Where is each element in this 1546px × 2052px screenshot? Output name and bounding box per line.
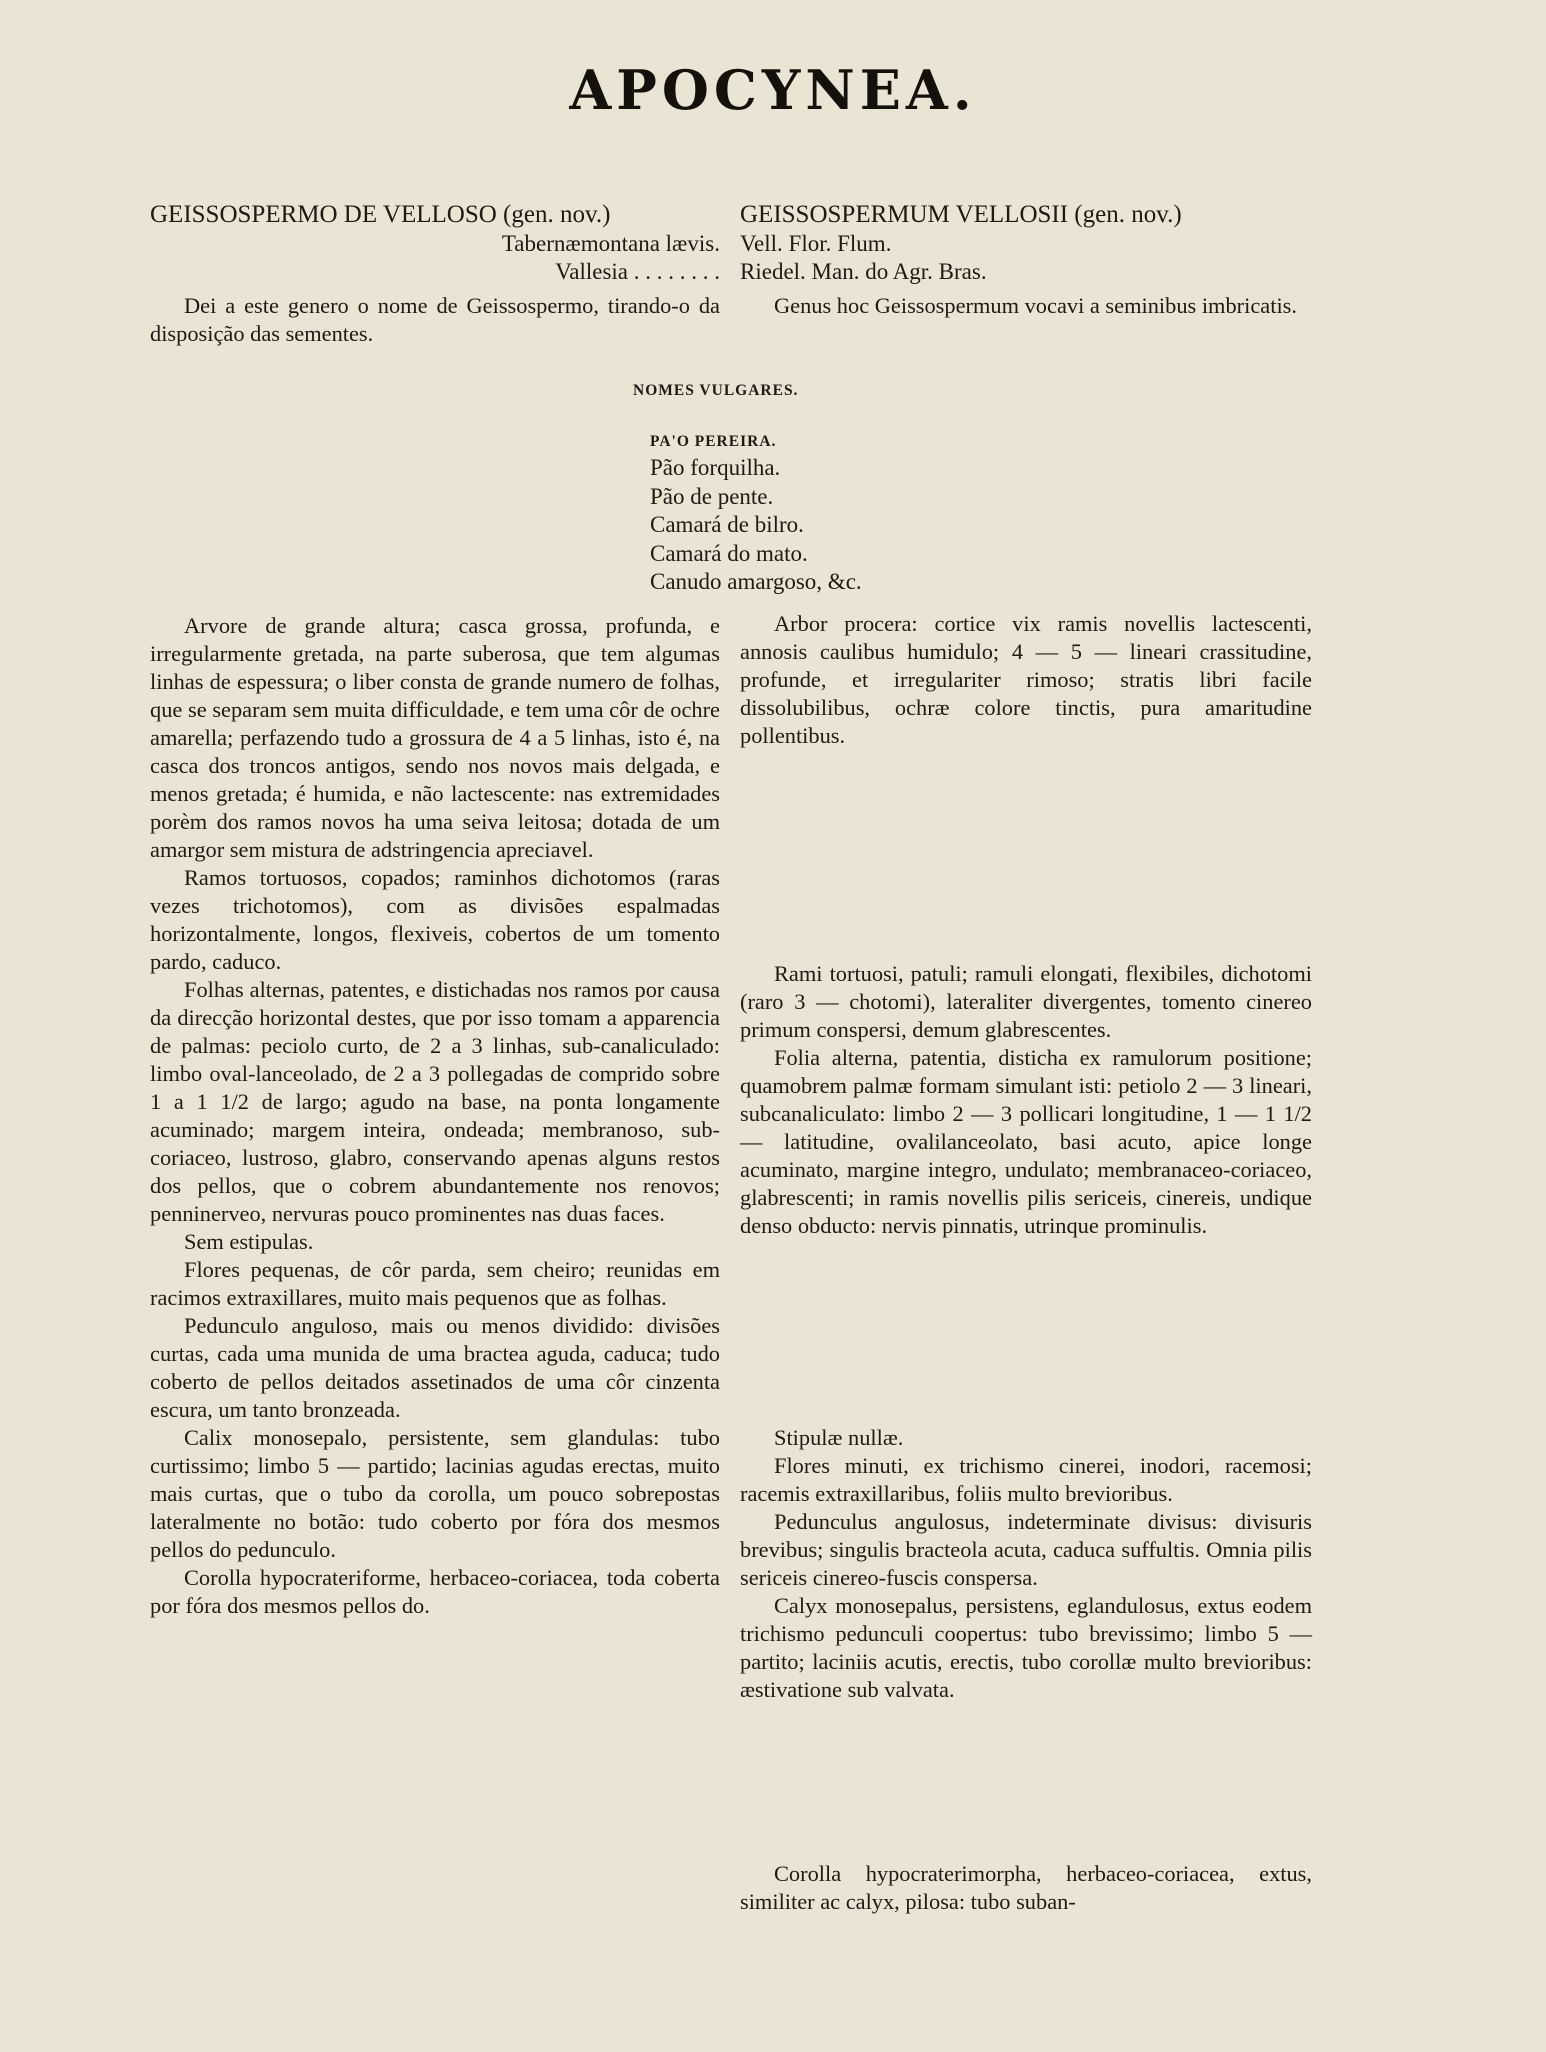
description-branches: Ramos tortuosos, copados; raminhos dichotomos (raras vezes trichotomos), com as divisões espalmadas horizontalmente, longos, flexiveis, cobertos de um tomento pardo, caduco.: [150, 865, 720, 974]
description-flowers-la: Flores minuti, ex trichismo cinerei, inodori, racemosi; racemis extraxillaribus, foliis multo brevioribus.: [740, 1453, 1312, 1506]
right-header: [740, 200, 1312, 320]
description-leaves-la: Folia alterna, patentia, disticha ex ramulorum positione; quamobrem palmæ formam simulant isti: petiolo 2 — 3 lineari, subcanaliculato: limbo 2 — 3 pollicari longitudine, 1 — 1 1/2 — latitudine, ovalilanceolato, basi acuto, apice longe acuminato, margine integro, undulato; membranaceo-coriaceo, glabrescenti; in ramis novellis pilis sericeis, cinereis, undique denso obducto: nervis pinnatis, utrinque prominulis.: [740, 1045, 1312, 1238]
right-column-corolla: [740, 1860, 1312, 1916]
description-corolla-la: Corolla hypocraterimorpha, herbaceo-coriacea, extus, similiter ac calyx, pilosa: tubo suban-: [740, 1861, 1312, 1914]
vulgar-name: Pão de pente.: [650, 483, 774, 509]
description-stipules-la: Stipulæ nullæ.: [774, 1425, 904, 1450]
left-column-body: [150, 612, 720, 1620]
vulgar-name: PA'O PEREIRA.: [650, 433, 777, 450]
vulgar-name: Camará de bilro.: [650, 512, 804, 537]
description-calyx: Calix monosepalo, persistente, sem glandulas: tubo curtissimo; limbo 5 — partido; lacinias agudas erectas, muito mais curtas, que o tubo da corolla, um pouco sobrepostas lateralmente no botão: tudo coberto por fóra dos mesmos pellos do pedunculo.: [150, 1425, 720, 1562]
vulgar-name: Pão forquilha.: [650, 455, 781, 480]
right-column-branches-leaves: [740, 960, 1312, 1240]
description-peduncle: Pedunculo anguloso, mais ou menos dividido: divisões curtas, cada uma munida de uma bractea aguda, caduca; tudo coberto de pellos deitados assetinados de uma côr cinzenta escura, um tanto bronzeada.: [150, 1313, 720, 1422]
synonym: Riedel. Man. do Agr. Bras.: [740, 259, 987, 284]
genus-name-la: GEISSOSPERMUM VELLOSII (gen. nov.): [740, 201, 1182, 228]
description-corolla: Corolla hypocrateriforme, herbaceo-coriacea, toda coberta por fóra dos mesmos pellos do.: [150, 1565, 720, 1618]
genus-note-pt: Dei a este genero o nome de Geissospermo, tirando-o da disposição das sementes.: [150, 293, 720, 346]
page-title: APOCYNEA.: [569, 58, 977, 122]
right-column-bark: [740, 610, 1312, 750]
vulgar-name: Canudo amargoso, &c.: [650, 569, 862, 594]
synonym: Vallesia . . . . . . . .: [555, 259, 720, 284]
description-calyx-la: Calyx monosepalus, persistens, eglandulosus, extus eodem trichismo pedunculi coopertus: tubo brevissimo; limbo 5 — partito; laciniis acutis, erectis, tubo corollæ multo brevioribus: æstivatione sub valvata.: [740, 1593, 1312, 1702]
vulgar-names-list: [650, 430, 862, 597]
vulgar-names-heading: NOMES VULGARES.: [633, 382, 799, 399]
left-header: [150, 200, 720, 348]
description-flowers: Flores pequenas, de côr parda, sem cheiro; reunidas em racimos extraxillares, muito mais pequenos que as folhas.: [150, 1257, 720, 1310]
right-column-flowers: [740, 1424, 1312, 1704]
synonym: Vell. Flor. Flum.: [740, 231, 892, 256]
genus-name-pt: GEISSOSPERMO DE VELLOSO (gen. nov.): [150, 201, 611, 228]
synonym: Tabernæmontana lævis.: [501, 231, 720, 256]
description-bark: Arvore de grande altura; casca grossa, profunda, e irregularmente gretada, na parte suberosa, que tem algumas linhas de espessura; o liber consta de grande numero de folhas, que se separam sem muita difficuldade, e tem uma côr de ochre amarella; perfazendo tudo a grossura de 4 a 5 linhas, isto é, na casca dos troncos antigos, sendo nos novos mais delgada, e menos gretada; é humida, e não lactescente: nas extremidades porèm dos ramos novos ha uma seiva leitosa; dotada de um amargor sem mistura de adstringencia apreciavel.: [150, 613, 720, 862]
genus-note-la: Genus hoc Geissospermum vocavi a seminibus imbricatis.: [774, 293, 1297, 318]
vulgar-name: Camará do mato.: [650, 540, 808, 566]
description-stipules: Sem estipulas.: [184, 1229, 314, 1254]
description-peduncle-la: Pedunculus angulosus, indeterminate divisus: divisuris brevibus; singulis bracteola acuta, caduca suffultis. Omnia pilis sericeis cinereo-fuscis conspersa.: [740, 1509, 1312, 1590]
description-leaves: Folhas alternas, patentes, e distichadas nos ramos por causa da direcção horizontal destes, que por isso tomam a apparencia de palmas: peciolo curto, de 2 a 3 linhas, sub-canaliculado: limbo oval-lanceolado, de 2 a 3 pollegadas de comprido sobre 1 a 1 1/2 de largo; agudo na base, na ponta longamente acuminado; margem inteira, ondeada; membranoso, sub-coriaceo, lustroso, glabro, conservando apenas alguns restos dos pellos, que o cobrem abundantemente nos renovos; penninerveo, nervuras pouco prominentes nas duas faces.: [150, 977, 720, 1226]
description-branches-la: Rami tortuosi, patuli; ramuli elongati, flexibiles, dichotomi (raro 3 — chotomi), lateraliter divergentes, tomento cinereo primum conspersi, demum glabrescentes.: [740, 961, 1312, 1042]
description-bark-la: Arbor procera: cortice vix ramis novellis lactescenti, annosis caulibus humidulo; 4 — 5 — lineari crassitudine, profunde, et irregulariter rimoso; stratis libri facile dissolubilibus, ochræ colore tinctis, pura amaritudine pollentibus.: [740, 611, 1312, 748]
